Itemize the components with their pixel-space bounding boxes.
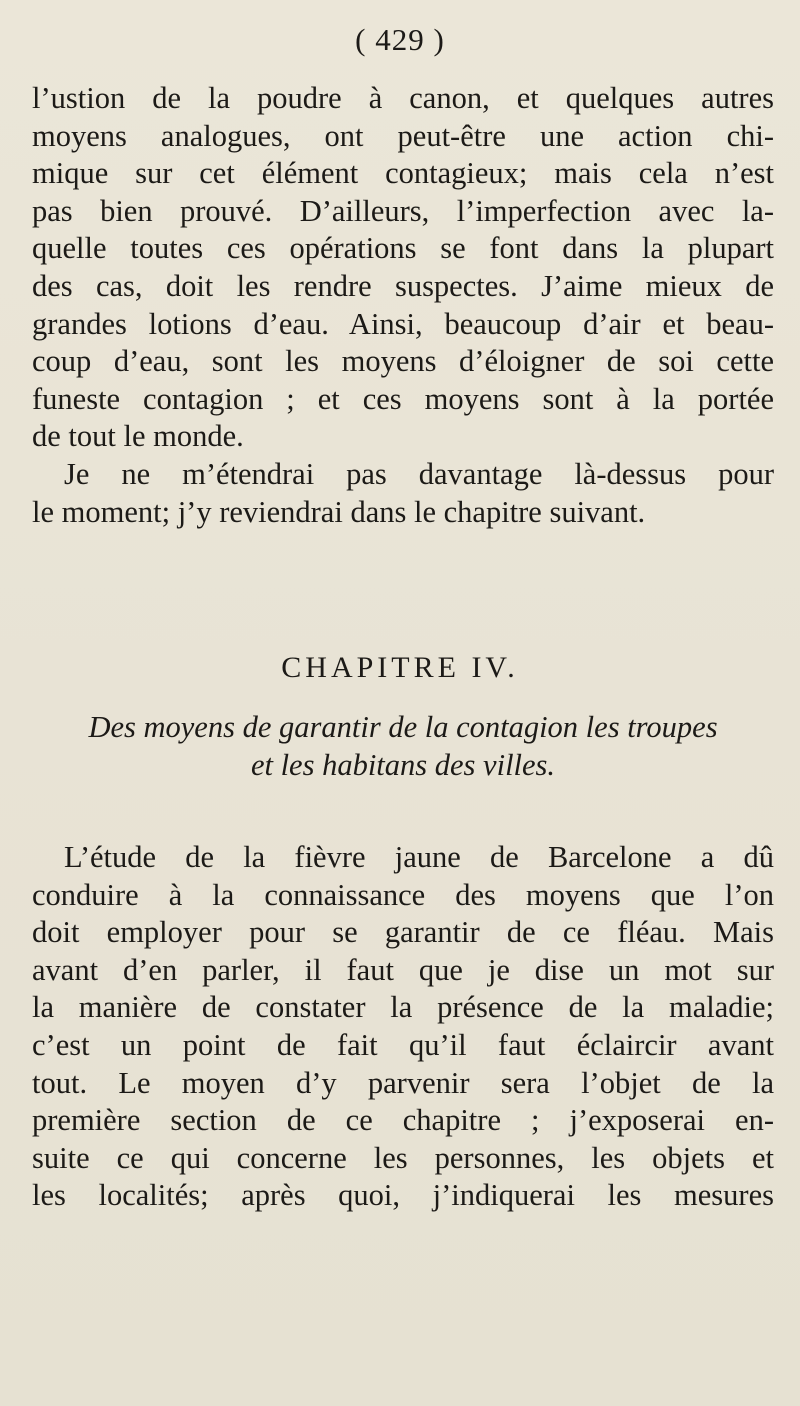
chapter-title: CHAPITRE IV. (281, 651, 519, 684)
text-line: funeste contagion ; et ces moyens sont à la portée (32, 381, 774, 416)
text-line: avant d’en parler, il faut que je dise un mot sur (32, 952, 774, 987)
text-line: le moment; j’y reviendrai dans le chapitre suivant. (32, 494, 646, 529)
text-line: doit employer pour se garantir de ce fléau. Mais (32, 915, 774, 950)
text-line: suite ce qui concerne les personnes, les objets et (32, 1140, 774, 1175)
text-line: de tout le monde. (32, 419, 244, 454)
page-number: ( 429 ) (355, 22, 445, 57)
text-line: pas bien prouvé. D’ailleurs, l’imperfection avec la- (32, 193, 774, 228)
text-line: quelle toutes ces opérations se font dans la plupart (32, 231, 774, 266)
paragraph-1 (32, 80, 774, 456)
text-line: des cas, doit les rendre suspectes. J’aime mieux de (32, 268, 774, 303)
text-line: moyens analogues, ont peut-être une action chi- (32, 118, 774, 153)
paragraph-3 (32, 839, 774, 1215)
text-line: conduire à la connaissance des moyens que l’on (32, 877, 774, 912)
paragraph-2 (32, 456, 774, 531)
text-line: Je ne m’étendrai pas davantage là-dessus pour (64, 457, 774, 491)
text-line: les localités; après quoi, j’indiquerai les mesures (32, 1178, 774, 1213)
text-line: c’est un point de fait qu’il faut éclaircir avant (32, 1027, 774, 1062)
text-line: première section de ce chapitre ; j’exposerai en- (32, 1103, 774, 1138)
subtitle-line: Des moyens de garantir de la contagion les troupes (88, 710, 718, 744)
text-line: la manière de constater la présence de la maladie; (32, 990, 774, 1025)
chapter-subtitle (32, 709, 774, 784)
text-line: coup d’eau, sont les moyens d’éloigner de soi cette (32, 344, 774, 379)
text-line: mique sur cet élément contagieux; mais cela n’est (32, 156, 774, 191)
text-line: l’ustion de la poudre à canon, et quelques autres (32, 81, 774, 115)
text-line: grandes lotions d’eau. Ainsi, beaucoup d’air et beau- (32, 306, 774, 341)
subtitle-line: et les habitans des villes. (250, 747, 556, 782)
text-line: L’étude de la fièvre jaune de Barcelone a dû (64, 840, 774, 874)
text-line: tout. Le moyen d’y parvenir sera l’objet de la (32, 1065, 774, 1100)
